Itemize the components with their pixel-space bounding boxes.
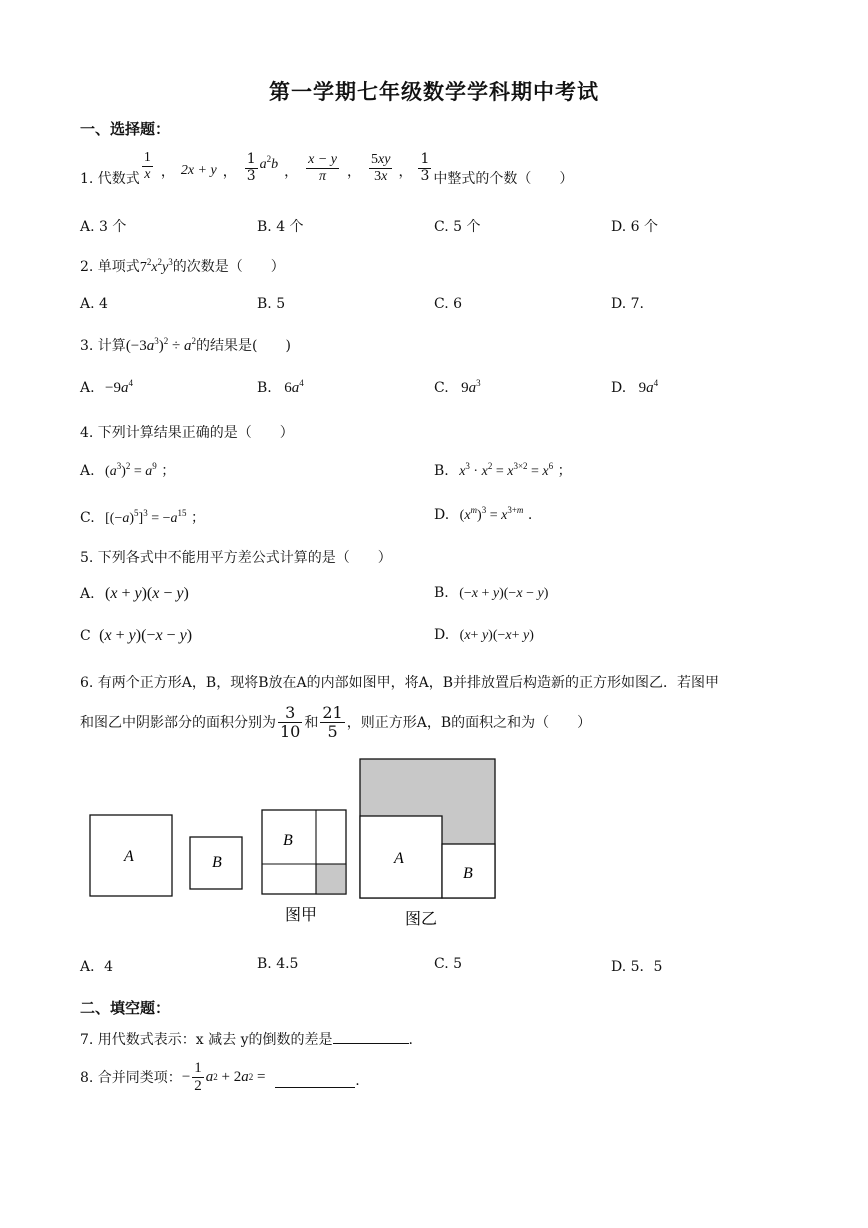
- q1-option-c[interactable]: C. 5 个: [434, 219, 481, 235]
- page-title: 第一学期七年级数学学科期中考试: [269, 79, 599, 104]
- expr-monomial: $7^2x^2y^3$: [139, 257, 173, 275]
- question-7: 7. 用代数式表示：x 减去 y的倒数的差是 .: [80, 1032, 413, 1048]
- question-8: 8. 合并同类项： − $\frac{1}{2}$ a 2 + 2 a 2 = .: [80, 1060, 360, 1094]
- question-2-prefix: 2. 单项式: [80, 259, 140, 275]
- question-4: 4. 下列计算结果正确的是（ ）: [80, 425, 294, 441]
- caption-yi: 图乙: [405, 909, 438, 928]
- square-a-label: A: [124, 848, 134, 865]
- expr-x-minus-y-over-pi: $\frac{x - y}{\pi}$: [308, 152, 337, 184]
- q3-option-c[interactable]: C. $9a^3$: [434, 378, 481, 396]
- expr-third-a2b: $\frac{1}{3}$: [246, 151, 256, 184]
- expr-1-over-x: $\frac{1}{x}$: [143, 150, 151, 182]
- q4-option-b[interactable]: B. $x^3 \cdot x^2 = x^{3\times 2} = x^6$ ；: [434, 461, 572, 479]
- figure-jia: [262, 810, 346, 894]
- squares-figure: [80, 755, 510, 935]
- figure-yi: [360, 759, 495, 898]
- question-2: [80, 256, 285, 276]
- q6-option-d[interactable]: D. 5．5: [611, 959, 663, 975]
- q5-option-c[interactable]: C (x + y)(−x − y): [80, 627, 193, 644]
- expr-q3: $(-3a^3)^2 \div a^2$: [125, 336, 197, 354]
- square-b-label: B: [212, 854, 222, 871]
- q3-option-b[interactable]: B. $6a^4$: [257, 378, 304, 396]
- q4-option-c[interactable]: C. $[(-a)^5]^3 = -a^{15}$ ；: [80, 508, 205, 526]
- q2-option-d[interactable]: D. 7.: [611, 296, 644, 312]
- caption-jia: 图甲: [285, 905, 318, 924]
- q5-option-d[interactable]: D. (x+ y)(−x+ y): [434, 627, 534, 643]
- question-1: 1. 代数式 $\frac{1}{x}$ ， 2x + y ， $\frac{1}{3}$ $a^2b$ ， $\frac{x - y}{\pi}$ ， $\frac{5xy}{3x}$ ， $\frac{1}{3}$ 中整式的个数（ ）: [80, 150, 574, 187]
- q4-option-d[interactable]: D. $(x^m)^3 = x^{3+m}$ .: [434, 505, 533, 523]
- q3-option-d[interactable]: D. $9a^4$: [611, 378, 659, 396]
- question-1-prefix: 1. 代数式: [80, 171, 140, 187]
- q6-option-a[interactable]: A．4: [80, 959, 114, 975]
- jia-label-b: B: [283, 832, 293, 849]
- expr-q8: − $\frac{1}{2}$ a 2 + 2 a 2 =: [181, 1060, 270, 1094]
- q6-option-c[interactable]: C. 5: [434, 956, 463, 972]
- expr-5xy-over-3x: $\frac{5xy}{3x}$: [371, 152, 391, 184]
- question-3-suffix: 的结果是( ): [196, 338, 291, 354]
- q2-option-a[interactable]: A. 4: [80, 296, 108, 312]
- q5-option-b[interactable]: B. (−x + y)(−x − y): [434, 585, 549, 601]
- q1-option-a[interactable]: A. 3 个: [80, 219, 127, 235]
- q3-option-a[interactable]: A. $-9a^4$: [80, 378, 133, 396]
- q7-answer-blank[interactable]: [333, 1031, 409, 1044]
- q8-answer-blank[interactable]: [275, 1075, 355, 1088]
- q1-option-d[interactable]: D. 6 个: [611, 219, 658, 235]
- section-heading-fill: 二、填空题：: [80, 999, 171, 1017]
- frac-shade-jia: $\frac{3}{10}$: [280, 702, 301, 741]
- question-6-line1: 6. 有两个正方形A，B，现将B放在A的内部如图甲，将A，B并排放置后构造新的正方形如图乙．若图甲: [80, 675, 720, 691]
- q5-option-a[interactable]: A. (x + y)(x − y): [80, 585, 189, 602]
- q1-option-b[interactable]: B. 4 个: [257, 219, 304, 235]
- q6-option-b[interactable]: B. 4.5: [257, 956, 299, 972]
- jia-shaded-square: [316, 864, 346, 894]
- question-2-suffix: 的次数是（ ）: [172, 259, 285, 275]
- question-3-prefix: 3. 计算: [80, 338, 126, 354]
- frac-shade-yi: $\frac{21}{5}$: [322, 702, 343, 741]
- q2-option-c[interactable]: C. 6: [434, 296, 463, 312]
- section-heading-choice: 一、选择题：: [80, 120, 171, 138]
- q2-option-b[interactable]: B. 5: [257, 296, 286, 312]
- expr-one-third: $\frac{1}{3}$: [420, 151, 430, 184]
- q4-option-a[interactable]: A. $(a^3)^2 = a^9$ ；: [80, 461, 176, 479]
- expr-2x-plus-y: 2x + y: [180, 163, 217, 178]
- question-1-suffix: 中整式的个数（ ）: [433, 171, 574, 187]
- question-3: [80, 335, 291, 355]
- yi-label-a: A: [394, 850, 404, 867]
- question-6-line2: 和图乙中阴影部分的面积分别为 $\frac{3}{10}$ 和 $\frac{21}{5}$ ，则正方形A，B的面积之和为（ ）: [80, 702, 592, 741]
- question-5: 5. 下列各式中不能用平方差公式计算的是（ ）: [80, 550, 392, 566]
- yi-label-b: B: [463, 865, 473, 882]
